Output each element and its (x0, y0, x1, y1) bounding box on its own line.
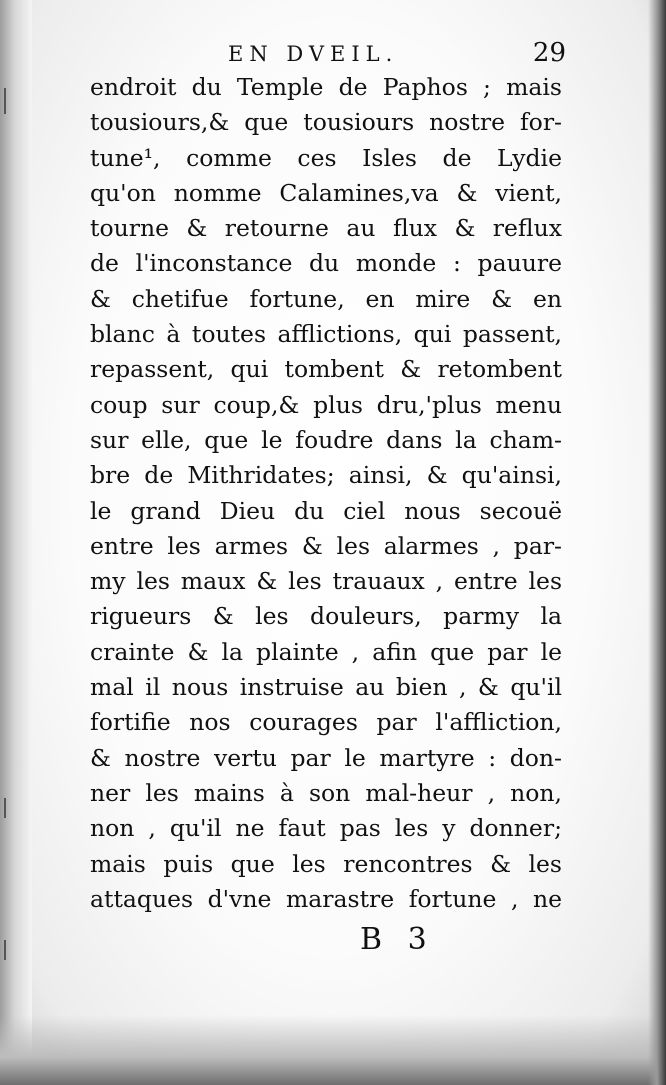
text-line: mal il nous instruise au bien , & qu'il (90, 673, 562, 702)
text-line: my les maux & les trauaux , entre les (90, 567, 562, 596)
running-title: EN DVEIL. (228, 42, 399, 66)
page-edge-shadow (0, 1015, 666, 1085)
margin-mark (4, 798, 16, 818)
margin-mark (4, 940, 16, 960)
signature-mark: B 3 (360, 922, 435, 957)
text-line: qu'on nomme Calamines,va & vient, (90, 178, 562, 207)
text-line: non , qu'il ne faut pas les y donner; (90, 814, 562, 843)
text-line: repassent, qui tombent & retombent (90, 355, 562, 384)
text-line: attaques d'vne marastre fortune , ne (90, 884, 562, 913)
text-line: & chetifue fortune, en mire & en (90, 284, 562, 313)
text-line: coup sur coup,& plus dru,'plus menu (90, 390, 562, 419)
text-line: blanc à toutes afflictions, qui passent, (90, 320, 562, 349)
text-line: fortifie nos courages par l'affliction, (90, 708, 562, 737)
text-line: rigueurs & les douleurs, parmy la (90, 602, 562, 631)
text-line: mais puis que les rencontres & les (90, 849, 562, 878)
text-line: bre de Mithridates; ainsi, & qu'ainsi, (90, 461, 562, 490)
margin-mark (4, 88, 16, 114)
text-line: endroit du Temple de Paphos ; mais (90, 73, 562, 101)
text-line: tune¹, comme ces Isles de Lydie (90, 143, 562, 172)
text-line: tousiours,& que tousiours nostre for- (90, 108, 562, 137)
text-line: tourne & retourne au flux & reflux (90, 214, 562, 243)
text-line: crainte & la plainte , afin que par le (90, 637, 562, 666)
body-text (90, 70, 562, 917)
text-line: & nostre vertu par le martyre : don- (90, 743, 562, 772)
running-head (90, 38, 566, 72)
text-line: entre les armes & les alarmes , par- (90, 531, 562, 560)
page-number: 29 (532, 38, 566, 68)
text-line: le grand Dieu du ciel nous secouë (90, 496, 562, 525)
text-line: sur elle, que le foudre dans la cham- (90, 425, 562, 454)
text-line: de l'inconstance du monde : pauure (90, 249, 562, 278)
text-line: ner les mains à son mal-heur , non, (90, 778, 562, 807)
